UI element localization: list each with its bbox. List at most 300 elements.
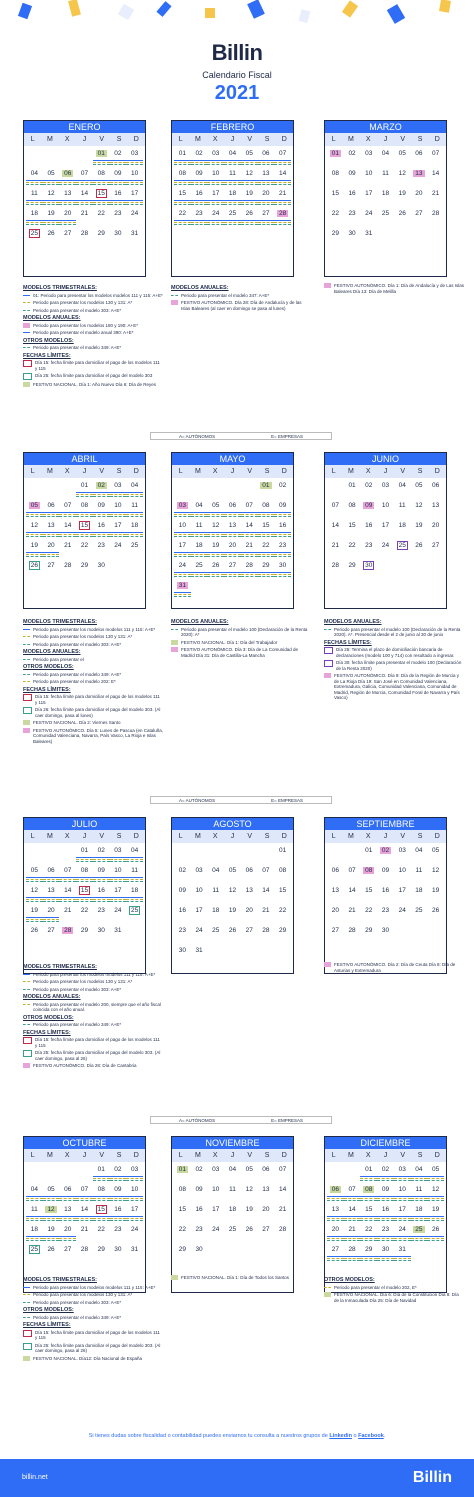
day-cell: 26 — [241, 209, 258, 229]
month-noviembre — [171, 1136, 294, 1293]
legend-item: Periodo para presentar los modelos 130 y 131: A* — [23, 634, 163, 640]
day-cell: 29 — [279, 927, 287, 934]
day-cell: 16 — [93, 886, 110, 906]
empty-cell — [344, 846, 361, 866]
day-cell: 15 — [360, 1205, 377, 1225]
day-cell: 07 — [348, 867, 356, 874]
legend-item: Periodo para presentar el modelo 100 (Declaración de la Renta 2020): A* — [171, 627, 311, 638]
day-cell: 18 — [411, 1205, 428, 1225]
month-title: FEBRERO — [172, 121, 293, 133]
day-cell: 16 — [110, 189, 127, 209]
day-cell: 13 — [43, 886, 60, 906]
day-cell: 06 — [59, 1185, 76, 1205]
footer-site-link[interactable]: billin.net — [22, 1474, 48, 1481]
day-cell: 01 — [365, 847, 373, 854]
day-cell: 24 — [212, 1226, 220, 1233]
day-cell: 10 — [174, 521, 191, 541]
day-cell: 20 — [331, 907, 339, 914]
weekday-label: J — [230, 833, 235, 840]
weekday-label: M — [195, 468, 201, 475]
legend-item: Periodo para presentar los modelos 180 y 190: A+E* — [23, 323, 163, 329]
weekday-label: V — [400, 468, 406, 475]
day-cell: 24 — [174, 561, 191, 581]
day-cell: 17 — [207, 189, 224, 209]
day-cell: 25 — [398, 542, 406, 549]
day-cell: 25 — [381, 210, 390, 217]
empty-cell — [76, 1165, 93, 1185]
day-cell: 27 — [64, 230, 72, 237]
day-cell: 09 — [178, 887, 186, 894]
day-cell: 18 — [224, 189, 241, 209]
day-cell: 25 — [30, 230, 38, 237]
day-cell: 30 — [114, 230, 122, 237]
day-cell: 02 — [348, 150, 356, 157]
weekday-label: M — [47, 1152, 53, 1159]
day-cell: 10 — [195, 887, 203, 894]
day-cell: 08 — [93, 1185, 110, 1205]
empty-cell — [59, 846, 76, 866]
day-cell: 27 — [64, 1246, 72, 1253]
legend-title: FECHAS LÍMITES: — [324, 639, 372, 646]
day-cell: 23 — [274, 541, 291, 561]
day-cell: 08 — [279, 867, 287, 874]
day-cell: 22 — [97, 210, 105, 217]
day-cell: 25 — [415, 907, 423, 914]
day-cell: 08 — [76, 866, 93, 886]
weekday-header — [172, 133, 293, 146]
empty-cell — [43, 846, 60, 866]
month-febrero — [171, 120, 294, 277]
weekday-label: M — [195, 833, 201, 840]
legend-title: MODELOS ANUALES: — [23, 994, 81, 1000]
day-cell: 29 — [178, 1246, 186, 1253]
day-cell: 03 — [365, 150, 373, 157]
day-cell: 12 — [26, 521, 43, 541]
legend-block — [324, 962, 464, 975]
day-cell: 04 — [228, 1166, 237, 1173]
day-cell: 03 — [381, 482, 390, 489]
empty-cell — [224, 481, 241, 501]
day-cell: 25 — [131, 907, 139, 914]
day-cell: 09 — [110, 169, 127, 189]
day-cell: 05 — [427, 1165, 444, 1185]
month-title: MARZO — [325, 121, 446, 133]
day-cell: 20 — [415, 190, 423, 197]
weekday-label: D — [133, 1152, 139, 1159]
day-cell: 01 — [76, 481, 93, 501]
day-cell: 02 — [381, 847, 390, 854]
weekday-label: X — [212, 468, 218, 475]
day-cell: 09 — [377, 1185, 394, 1205]
weekday-label: L — [30, 1152, 35, 1159]
day-cell: 22 — [279, 907, 287, 914]
weekday-label: D — [434, 136, 440, 143]
day-cell: 07 — [344, 1185, 361, 1205]
day-cell: 01 — [279, 847, 287, 854]
month-mayo — [171, 452, 294, 609]
day-cell: 10 — [365, 170, 373, 177]
weekday-label: J — [383, 1152, 388, 1159]
month-title: JUNIO — [325, 453, 446, 465]
day-cell: 19 — [432, 887, 440, 894]
empty-cell — [224, 846, 241, 866]
day-cell: 31 — [131, 230, 139, 237]
footer-bar — [0, 1459, 474, 1497]
day-cell: 09 — [381, 867, 390, 874]
month-title: JULIO — [24, 818, 145, 830]
day-cell: 01 — [174, 149, 191, 169]
legend-item: FESTIVO NACIONAL. Día 6: Día de la Constitución Día 8: Día de la Inmaculada Día 25: Día de Navidad — [324, 1292, 464, 1303]
empty-cell — [43, 149, 60, 169]
day-cell: 12 — [245, 1186, 253, 1193]
legend-item: Periodo para presentar el modelo 303: A+E* — [23, 1300, 163, 1306]
day-cell: 19 — [415, 522, 423, 529]
day-cell: 26 — [47, 230, 55, 237]
day-cell: 12 — [26, 886, 43, 906]
day-cell: 18 — [126, 521, 143, 541]
day-cell: 17 — [110, 521, 127, 541]
legend-item: Día 15: fecha límite para domiciliar el pago de los modelos 111 y 115 — [23, 1330, 163, 1341]
day-cell: 13 — [43, 521, 60, 541]
legend-title: FECHAS LÍMITES: — [23, 1322, 71, 1328]
day-cell: 03 — [126, 1165, 143, 1185]
day-cell: 12 — [241, 169, 258, 189]
weekday-label: M — [348, 136, 354, 143]
day-cell: 17 — [110, 886, 127, 906]
day-grid — [325, 146, 446, 249]
day-cell: 13 — [262, 1186, 270, 1193]
month-title: ENERO — [24, 121, 145, 133]
weekday-label: V — [99, 136, 105, 143]
day-cell: 02 — [279, 482, 287, 489]
day-cell: 15 — [258, 521, 275, 541]
weekday-label: S — [116, 136, 122, 143]
legend-title: MODELOS TRIMESTRALES: — [23, 964, 97, 970]
day-cell: 24 — [398, 907, 406, 914]
empty-cell — [241, 846, 258, 866]
day-cell: 14 — [262, 887, 270, 894]
day-cell: 28 — [241, 561, 258, 581]
day-cell: 11 — [212, 887, 220, 894]
day-cell: 05 — [398, 150, 406, 157]
footer-note-text: Si tienes dudas sobre fiscalidad o contabilidad puedes enviarnos tu consulta a nuestros grupos de — [88, 1433, 330, 1439]
legend-title: FECHAS LÍMITES: — [23, 1029, 71, 1036]
day-cell: 26 — [432, 907, 440, 914]
day-cell: 01 — [178, 1166, 186, 1173]
day-cell: 05 — [26, 866, 43, 886]
legend-block — [171, 1275, 311, 1283]
day-cell: 22 — [97, 1226, 105, 1233]
day-cell: 08 — [360, 1185, 377, 1205]
weekday-label: V — [247, 468, 253, 475]
day-cell: 15 — [365, 887, 373, 894]
day-cell: 09 — [195, 1186, 203, 1193]
day-cell: 11 — [126, 866, 143, 886]
legend-item: Día 25: fecha límite para domiciliar el pago del modelo 303. (Al caer domingo, pasa al 26) — [23, 1050, 163, 1061]
day-cell: 19 — [43, 1225, 60, 1245]
legend-block — [23, 1275, 163, 1363]
weekday-label: V — [99, 833, 105, 840]
weekday-label: D — [133, 136, 139, 143]
day-cell: 24 — [394, 1225, 411, 1245]
empty-cell — [207, 481, 224, 501]
day-cell: 05 — [432, 847, 440, 854]
day-cell: 02 — [191, 149, 208, 169]
weekday-label: S — [116, 833, 122, 840]
day-cell: 04 — [381, 150, 390, 157]
day-cell: 22 — [80, 542, 89, 549]
weekday-label: X — [365, 136, 371, 143]
day-cell: 07 — [274, 149, 291, 169]
day-cell: 06 — [262, 1166, 270, 1173]
empty-cell — [327, 846, 344, 866]
day-cell: 09 — [93, 501, 110, 521]
legend-title: OTROS MODELOS: — [23, 337, 74, 344]
weekday-label: D — [434, 1152, 440, 1159]
day-cell: 14 — [59, 521, 76, 541]
legend-item: Periodo para presentar el modelo 349: A+E* — [23, 1022, 163, 1028]
day-cell: 26 — [427, 1225, 444, 1245]
weekday-label: L — [178, 833, 183, 840]
day-cell: 14 — [241, 521, 258, 541]
day-cell: 10 — [126, 169, 143, 189]
weekday-label: D — [281, 833, 287, 840]
day-cell: 27 — [245, 927, 253, 934]
day-cell: 27 — [258, 209, 275, 229]
day-cell: 19 — [228, 907, 237, 914]
day-cell: 13 — [432, 502, 440, 509]
day-cell: 16 — [93, 521, 110, 541]
page-header — [0, 40, 474, 105]
weekday-label: J — [82, 468, 87, 475]
day-cell: 27 — [262, 1226, 270, 1233]
day-cell: 23 — [97, 542, 105, 549]
day-cell: 28 — [348, 927, 356, 934]
weekday-label: J — [383, 136, 388, 143]
day-cell: 12 — [43, 1205, 60, 1225]
day-cell: 26 — [47, 1246, 55, 1253]
legend-item: Periodo para presentar el modelo 303: A+E* — [23, 642, 163, 648]
day-cell: 16 — [110, 1205, 127, 1225]
empty-cell — [191, 846, 208, 866]
day-cell: 29 — [331, 230, 339, 237]
legend-key-bar — [150, 796, 332, 804]
weekday-label: L — [30, 833, 35, 840]
weekday-label: X — [212, 136, 218, 143]
day-cell: 18 — [228, 1206, 237, 1213]
weekday-label: D — [133, 468, 139, 475]
day-cell: 16 — [377, 1205, 394, 1225]
day-cell: 29 — [258, 561, 275, 581]
legend-item: Día 30: fecha límite para presentar el modelo 100 (Declaración de la Renta 2020) — [324, 660, 464, 671]
day-cell: 17 — [381, 522, 390, 529]
day-cell: 07 — [331, 502, 339, 509]
facebook-link[interactable]: Facebook — [358, 1433, 384, 1439]
day-cell: 14 — [344, 1205, 361, 1225]
day-cell: 19 — [207, 541, 224, 561]
day-cell: 02 — [110, 1165, 127, 1185]
day-cell: 21 — [64, 542, 72, 549]
legend-item: Periodo para presentar los modelos modelos 111 y 115: A+E* — [23, 1285, 163, 1291]
day-cell: 17 — [398, 887, 406, 894]
day-cell: 20 — [245, 907, 253, 914]
weekday-label: M — [348, 833, 354, 840]
day-cell: 03 — [110, 481, 127, 501]
day-cell: 13 — [224, 521, 241, 541]
empty-cell — [43, 1165, 60, 1185]
legend-title: MODELOS ANUALES: — [171, 619, 229, 625]
day-cell: 14 — [279, 1186, 287, 1193]
day-cell: 27 — [331, 927, 339, 934]
day-cell: 04 — [411, 1165, 428, 1185]
day-cell: 23 — [114, 210, 122, 217]
day-cell: 19 — [427, 1205, 444, 1225]
empty-cell — [174, 481, 191, 501]
day-cell: 14 — [76, 1205, 93, 1225]
day-cell: 21 — [80, 210, 89, 217]
month-junio — [324, 452, 447, 609]
day-cell: 28 — [331, 562, 339, 569]
day-cell: 06 — [415, 150, 423, 157]
legend-title: FECHAS LÍMITES: — [23, 352, 71, 359]
day-cell: 22 — [80, 907, 89, 914]
legend-title: OTROS MODELOS: — [23, 1307, 74, 1313]
legend-block — [171, 283, 311, 313]
legend-title: MODELOS ANUALES: — [23, 315, 81, 321]
day-cell: 15 — [331, 190, 339, 197]
day-cell: 03 — [110, 846, 127, 866]
legend-title: FECHAS LÍMITES: — [23, 686, 71, 693]
legend-item: FESTIVO NACIONAL. Día12: Día Nacional de España — [23, 1356, 163, 1362]
day-cell: 29 — [365, 927, 373, 934]
legend-item: Periodo para presentar los modelos modelos 111 y 115: A+E* — [23, 972, 163, 978]
legend-item: Periodo para presentar el modelo 100 (Declaración de la Renta 2020). A*. Presencial desde el 2 de junio al 30 de junio — [324, 627, 464, 638]
legend-item: Periodo para presentar el — [23, 657, 163, 663]
day-cell: 09 — [348, 170, 356, 177]
weekday-header — [172, 830, 293, 843]
weekday-label: M — [47, 833, 53, 840]
weekday-label: X — [365, 833, 371, 840]
legend-key-autonomos: A= AUTÓNOMOS — [178, 1117, 216, 1123]
day-cell: 02 — [365, 482, 373, 489]
day-cell: 10 — [110, 501, 127, 521]
month-julio — [23, 817, 146, 974]
day-cell: 12 — [228, 887, 237, 894]
weekday-label: M — [348, 1152, 354, 1159]
legend-item: Periodo para presentar el modelo 202, E* — [324, 1285, 464, 1291]
weekday-label: J — [230, 468, 235, 475]
day-cell: 14 — [274, 169, 291, 189]
month-abril — [23, 452, 146, 609]
day-cell: 28 — [64, 562, 72, 569]
day-cell: 23 — [114, 1226, 122, 1233]
weekday-label: S — [116, 468, 122, 475]
weekday-label: S — [417, 1152, 423, 1159]
legend-item: Día 15: fecha límite para domiciliar el pago de los modelos 111 y 115 — [23, 360, 163, 371]
weekday-label: L — [178, 136, 183, 143]
day-cell: 16 — [195, 1206, 203, 1213]
legend-item: Día 25: Termina el plazo de domiciliación bancaria de declaraciones (modelo 100 y 714) con resultado a ingresar. — [324, 647, 464, 658]
weekday-label: D — [281, 468, 287, 475]
weekday-label: M — [47, 468, 53, 475]
day-cell: 19 — [398, 190, 406, 197]
legend-item: FESTIVO AUTONÓMICO. Día 28: Día de Cantabria — [23, 1063, 163, 1069]
day-cell: 29 — [97, 1246, 105, 1253]
day-cell: 11 — [26, 189, 43, 209]
month-title: MAYO — [172, 453, 293, 465]
day-cell: 23 — [348, 210, 356, 217]
day-cell: 01 — [331, 150, 339, 157]
weekday-label: D — [281, 1152, 287, 1159]
legend-item: FESTIVO NACIONAL. Día 1: Día de Todos los Santos — [171, 1275, 311, 1281]
month-title: NOVIEMBRE — [172, 1137, 293, 1149]
legend-item: Periodo para presentar el modelo 202: E* — [23, 679, 163, 685]
day-cell: 16 — [381, 887, 390, 894]
day-cell: 12 — [207, 521, 224, 541]
day-cell: 12 — [432, 867, 440, 874]
weekday-label: M — [195, 1152, 201, 1159]
legend-title: MODELOS TRIMESTRALES: — [23, 285, 97, 291]
day-cell: 11 — [126, 501, 143, 521]
day-cell: 04 — [415, 847, 423, 854]
day-cell: 19 — [241, 189, 258, 209]
day-cell: 17 — [212, 1206, 220, 1213]
weekday-header — [325, 830, 446, 843]
weekday-header — [325, 1149, 446, 1162]
linkedin-link[interactable]: Linkedin — [329, 1433, 352, 1439]
day-cell: 22 — [174, 209, 191, 229]
weekday-label: S — [264, 833, 270, 840]
day-cell: 30 — [381, 927, 390, 934]
day-cell: 30 — [178, 947, 186, 954]
empty-cell — [76, 149, 93, 169]
day-cell: 28 — [432, 210, 440, 217]
day-cell: 29 — [348, 562, 356, 569]
day-cell: 21 — [241, 541, 258, 561]
weekday-label: X — [365, 1152, 371, 1159]
day-cell: 08 — [331, 170, 339, 177]
day-cell: 07 — [76, 169, 93, 189]
day-cell: 25 — [131, 542, 139, 549]
day-cell: 15 — [93, 1205, 110, 1225]
day-grid — [325, 478, 446, 581]
empty-cell — [26, 149, 43, 169]
day-cell: 20 — [43, 906, 60, 926]
footer-note — [0, 1433, 474, 1439]
day-cell: 10 — [394, 1185, 411, 1205]
weekday-label: V — [247, 136, 253, 143]
legend-item: FESTIVO AUTONÓMICO. Día 1: Día de Andalucía y de Las Islas Baleares Día 13: Día de Melilla — [324, 283, 464, 294]
day-cell: 09 — [110, 1185, 127, 1205]
month-marzo — [324, 120, 447, 277]
day-cell: 06 — [245, 867, 253, 874]
day-cell: 05 — [43, 169, 60, 189]
day-cell: 12 — [398, 170, 406, 177]
footer-note-end: . — [383, 1433, 386, 1439]
day-cell: 12 — [43, 189, 60, 209]
day-grid — [172, 843, 293, 966]
day-cell: 08 — [178, 1186, 186, 1193]
day-cell: 18 — [126, 886, 143, 906]
day-cell: 31 — [131, 1246, 139, 1253]
month-title: DICIEMBRE — [325, 1137, 446, 1149]
empty-cell — [258, 846, 275, 866]
day-cell: 08 — [348, 502, 356, 509]
empty-cell — [59, 1165, 76, 1185]
legend-item: Periodo para presentar el modelo 347: A+E* — [171, 293, 311, 299]
legend-title: OTROS MODELOS: — [324, 1277, 375, 1283]
legend-title: MODELOS TRIMESTRALES: — [23, 619, 97, 625]
